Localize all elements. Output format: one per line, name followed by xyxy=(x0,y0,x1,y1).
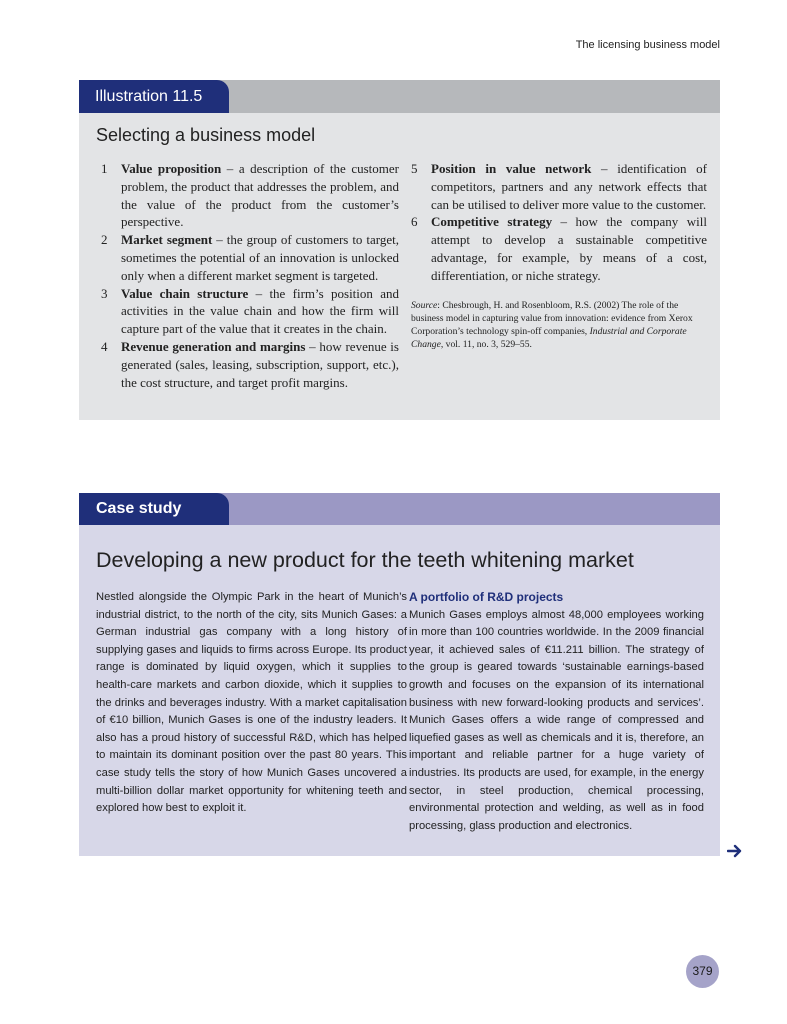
list-item xyxy=(101,231,399,284)
case-study-box xyxy=(79,493,720,856)
case-study-column-left xyxy=(96,589,407,818)
source-journal: Industrial and Corporate Change xyxy=(411,325,687,350)
list-item-number: 3 xyxy=(101,285,108,301)
list-item-term: Competitive strategy xyxy=(431,214,553,230)
illustration-box xyxy=(79,80,720,420)
list-item-number: 5 xyxy=(411,161,418,176)
list-item-text: – the group of customers to target, sometimes the potential of an innovation is unlocked only when a different market segment is targeted. xyxy=(121,232,399,283)
case-study-column-right xyxy=(409,589,704,835)
page-number: 379 xyxy=(686,955,719,988)
case-study-paragraph: Munich Gases employs almost 48,000 employees working in more than 100 countries worldwide. In the 2009 financial year, it achieved sales of €11.211 billion. The strategy of the group is geared towards ‘sustainable earnings-based growth and focuses on the expansion of its international business with new forward-looking products and services’. Munich Gases offers a wide range of compressed and liquefied gases as well as chemicals and it is, therefore, an important and reliable partner for a huge variety of industries. Its products are used, for example, in the energy sector, in steel production, chemical processing, environmental protection and welding, as well as in food processing, glass production and electronics. xyxy=(409,608,704,832)
list-item-text: – how revenue is generated (sales, leasing, subscription, support, etc.), the cost structure, and target profit margins. xyxy=(121,338,399,390)
illustration-tab: Illustration 11.5 xyxy=(79,80,229,113)
illustration-title: Selecting a business model xyxy=(96,125,316,145)
list-item-number: 1 xyxy=(101,161,108,176)
list-item xyxy=(101,285,399,338)
list-item xyxy=(411,213,707,284)
list-item-term: Value proposition xyxy=(121,161,222,176)
running-head: The licensing business model xyxy=(575,39,720,51)
illustration-column-right xyxy=(411,160,707,351)
list-item-text: – the firm’s position and activities in the value chain and how the firm will capture part of the value that it creates in the chain. xyxy=(121,285,399,337)
arrow-right-icon xyxy=(727,843,743,859)
list-item xyxy=(101,338,399,391)
list-item-text: – a description of the customer problem, the product that addresses the problem, and the value of the product from the customer’s perspective. xyxy=(121,161,399,230)
case-study-paragraph: Nestled alongside the Olympic Park in the heart of Munich’s industrial district, to the north of the city, sits Munich Gases: a German industrial gas company with a long history of supplying gases and liquids to firms across Europe. Its product range is dominated by liquid oxygen, which it supplies to health-care markets and carbon dioxide, which it supplies to the drinks and beverages industry. With a market capitalisation of €10 billion, Munich Gases is one of the industry leaders. It also has a proud history of successful R&D, which has helped to maintain its dominant position over the past 80 years. This case study tells the story of how Munich Gases uncovered a multi-billion dollar market opportunity for whitening teeth and explored how best to exploit it. xyxy=(96,591,407,815)
source-text: : Chesbrough, H. and Rosenbloom, R.S. (2002) The role of the business model in capturing value from innovation: evidence from Xerox Corporation’s technology spin-off companies, xyxy=(411,299,693,337)
list-item-term: Revenue generation and margins xyxy=(121,338,306,354)
case-study-title: Developing a new product for the teeth whitening market xyxy=(96,548,634,572)
case-study-tab: Case study xyxy=(79,493,229,525)
illustration-column-left xyxy=(101,160,399,391)
list-item-term: Value chain structure xyxy=(121,285,249,301)
list-item-text: – how the company will attempt to develop a sustainable competitive advantage, for example, by means of a cost, differentiation, or niche strategy. xyxy=(431,214,707,283)
list-item-number: 4 xyxy=(101,338,108,354)
source-label: Source xyxy=(411,299,438,311)
list-item-number: 6 xyxy=(411,214,418,230)
list-item xyxy=(411,160,707,213)
list-item-text: – identification of competitors, partners and any network effects that can be utilised to deliver more value to the customer. xyxy=(431,161,707,212)
source-citation xyxy=(411,299,707,351)
case-study-subheading: A portfolio of R&D projects xyxy=(409,590,564,604)
list-item-number: 2 xyxy=(101,232,108,248)
list-item-term: Market segment xyxy=(121,232,213,248)
source-tail: , vol. 11, no. 3, 529–55. xyxy=(440,338,532,350)
list-item-term: Position in value network xyxy=(431,161,592,176)
list-item xyxy=(101,160,399,231)
